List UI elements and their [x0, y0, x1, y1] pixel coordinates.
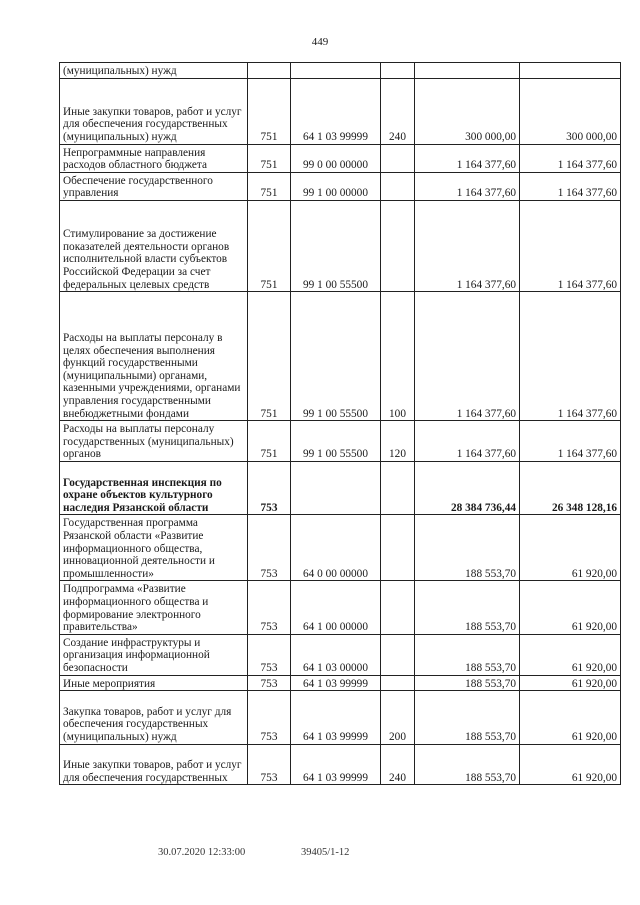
row-name-cell: Государственная программа Рязанской области «Развитие информационного общества, инновационной деятельности и промышленности» [60, 515, 248, 581]
row-expense-type [381, 675, 415, 691]
row-name-cell: Стимулирование за достижение показателей деятельности органов исполнительной власти субъектов Российской Федерации за счет федеральных целевых средств [60, 200, 248, 291]
row-amount-year-2: 61 920,00 [520, 515, 621, 581]
table-row [60, 144, 621, 172]
table-row [60, 515, 621, 581]
row-amount-year-2: 61 920,00 [520, 581, 621, 634]
row-expense-type: 120 [381, 421, 415, 462]
row-target-article: 99 1 00 55500 [291, 421, 381, 462]
row-amount-year-2 [520, 63, 621, 79]
budget-table [59, 62, 621, 785]
row-expense-type [381, 144, 415, 172]
row-target-article: 64 1 03 00000 [291, 634, 381, 675]
row-department-code: 751 [248, 144, 291, 172]
table-row [60, 675, 621, 691]
row-department-code: 753 [248, 691, 291, 744]
row-department-code: 751 [248, 200, 291, 291]
table-row [60, 581, 621, 634]
row-expense-type: 100 [381, 292, 415, 421]
row-expense-type [381, 581, 415, 634]
row-target-article: 64 1 03 99999 [291, 78, 381, 144]
table-row [60, 63, 621, 79]
row-amount-year-1: 188 553,70 [415, 515, 520, 581]
row-expense-type [381, 63, 415, 79]
row-amount-year-1 [415, 63, 520, 79]
row-department-code: 753 [248, 634, 291, 675]
row-name-cell: Подпрограмма «Развитие информационного общества и формирование электронного правительства» [60, 581, 248, 634]
row-expense-type [381, 515, 415, 581]
row-amount-year-1: 300 000,00 [415, 78, 520, 144]
row-department-code: 751 [248, 292, 291, 421]
row-target-article: 64 1 03 99999 [291, 691, 381, 744]
row-amount-year-1: 188 553,70 [415, 744, 520, 785]
row-amount-year-2: 61 920,00 [520, 634, 621, 675]
row-name-cell: Государственная инспекция по охране объектов культурного наследия Рязанской области [60, 461, 248, 514]
row-expense-type: 240 [381, 78, 415, 144]
row-amount-year-2: 1 164 377,60 [520, 200, 621, 291]
row-name-cell: Иные закупки товаров, работ и услуг для обеспечения государственных [60, 744, 248, 785]
row-department-code: 751 [248, 172, 291, 200]
table-row [60, 421, 621, 462]
row-name-cell: Расходы на выплаты персоналу в целях обеспечения выполнения функций государственными (муниципальными) органами, казенными учреждениями, органами управления государственными внебюджетными фондами [60, 292, 248, 421]
row-department-code: 753 [248, 515, 291, 581]
row-department-code [248, 63, 291, 79]
row-amount-year-1: 1 164 377,60 [415, 144, 520, 172]
table-row [60, 691, 621, 744]
table-row [60, 634, 621, 675]
row-amount-year-2: 1 164 377,60 [520, 421, 621, 462]
row-amount-year-2: 300 000,00 [520, 78, 621, 144]
row-amount-year-2: 26 348 128,16 [520, 461, 621, 514]
row-name-cell: Иные закупки товаров, работ и услуг для обеспечения государственных (муниципальных) нужд [60, 78, 248, 144]
row-expense-type: 240 [381, 744, 415, 785]
row-name-cell: (муниципальных) нужд [60, 63, 248, 79]
row-name-cell: Обеспечение государственного управления [60, 172, 248, 200]
table-row [60, 292, 621, 421]
row-amount-year-2: 61 920,00 [520, 691, 621, 744]
row-amount-year-2: 61 920,00 [520, 675, 621, 691]
row-department-code: 753 [248, 744, 291, 785]
row-target-article: 99 0 00 00000 [291, 144, 381, 172]
row-amount-year-1: 188 553,70 [415, 691, 520, 744]
row-expense-type [381, 200, 415, 291]
row-amount-year-1: 188 553,70 [415, 675, 520, 691]
row-department-code: 753 [248, 461, 291, 514]
row-target-article: 64 1 03 99999 [291, 675, 381, 691]
row-expense-type [381, 634, 415, 675]
row-target-article: 99 1 00 55500 [291, 292, 381, 421]
budget-table-body [60, 63, 621, 785]
row-target-article [291, 63, 381, 79]
row-department-code: 753 [248, 581, 291, 634]
footer-document-number: 39405/1-12 [301, 847, 350, 858]
row-target-article: 99 1 00 00000 [291, 172, 381, 200]
row-amount-year-1: 188 553,70 [415, 581, 520, 634]
row-expense-type: 200 [381, 691, 415, 744]
table-row [60, 78, 621, 144]
row-amount-year-1: 1 164 377,60 [415, 200, 520, 291]
row-department-code: 751 [248, 78, 291, 144]
row-expense-type [381, 461, 415, 514]
row-target-article: 64 0 00 00000 [291, 515, 381, 581]
row-name-cell: Создание инфраструктуры и организация информационной безопасности [60, 634, 248, 675]
row-amount-year-1: 188 553,70 [415, 634, 520, 675]
row-department-code: 751 [248, 421, 291, 462]
row-name-cell: Иные мероприятия [60, 675, 248, 691]
table-row [60, 172, 621, 200]
page-number: 449 [311, 36, 329, 48]
table-row [60, 200, 621, 291]
row-amount-year-1: 1 164 377,60 [415, 421, 520, 462]
row-target-article: 64 1 03 99999 [291, 744, 381, 785]
row-amount-year-2: 1 164 377,60 [520, 292, 621, 421]
footer-timestamp: 30.07.2020 12:33:00 [158, 847, 246, 858]
row-expense-type [381, 172, 415, 200]
row-department-code: 753 [248, 675, 291, 691]
row-name-cell: Непрограммные направления расходов областного бюджета [60, 144, 248, 172]
row-target-article: 99 1 00 55500 [291, 200, 381, 291]
row-target-article: 64 1 00 00000 [291, 581, 381, 634]
row-amount-year-2: 61 920,00 [520, 744, 621, 785]
table-row [60, 744, 621, 785]
table-row [60, 461, 621, 514]
row-amount-year-1: 28 384 736,44 [415, 461, 520, 514]
row-amount-year-1: 1 164 377,60 [415, 292, 520, 421]
row-amount-year-2: 1 164 377,60 [520, 172, 621, 200]
row-name-cell: Расходы на выплаты персоналу государственных (муниципальных) органов [60, 421, 248, 462]
row-name-cell: Закупка товаров, работ и услуг для обеспечения государственных (муниципальных) нужд [60, 691, 248, 744]
row-amount-year-2: 1 164 377,60 [520, 144, 621, 172]
row-target-article [291, 461, 381, 514]
row-amount-year-1: 1 164 377,60 [415, 172, 520, 200]
